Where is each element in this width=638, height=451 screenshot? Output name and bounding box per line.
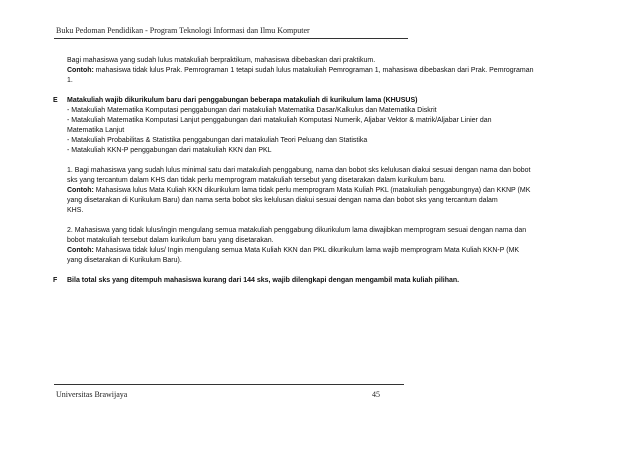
section-e-title: Matakuliah wajib dikurikulum baru dari penggabungan beberapa matakuliah di kurikulum lama (KHUSUS) <box>67 97 418 104</box>
section-e-item: - Matakuliah Matematika Komputasi penggabungan dari matakuliah Matematika Dasar/Kalkulus dan Matematika Diskrit <box>67 107 437 114</box>
section-e-item: - Matakuliah Probabilitas & Statistika penggabungan dari matakuliah Teori Peluang dan Statistika <box>67 137 368 144</box>
intro-example <box>67 66 593 76</box>
rule-2-example <box>67 246 593 256</box>
section-f-letter: F <box>53 277 58 284</box>
rule-1-example-line: KHS. <box>67 207 84 214</box>
document-body <box>53 56 593 286</box>
page-number: 45 <box>372 390 380 399</box>
section-f-heading <box>53 276 593 286</box>
rule-1-example-label: Contoh: <box>67 187 94 194</box>
rule-1-example-text: Mahasiswa lulus Mata Kuliah KKN dikurikulum lama tidak perlu memprogram Mata Kuliah PKL (matakuliah penggabungnya) dan KKNP (MK <box>93 187 531 194</box>
example-label: Contoh: <box>67 67 94 74</box>
rule-1-example-line: yang disetarakan di Kurikulum Baru) dan nama serta bobot sks kelulusan diakui sesuai dengan nama dan bobot sks yang tercantum dalam <box>67 197 498 204</box>
intro-example-cont: 1. <box>67 77 73 84</box>
header-divider <box>54 38 408 39</box>
section-e-heading <box>53 96 593 106</box>
section-e-letter: E <box>53 97 58 104</box>
rule-1-example <box>67 186 593 196</box>
rule-2-example-label: Contoh: <box>67 247 94 254</box>
footer-university: Universitas Brawijaya <box>56 390 128 399</box>
rule-1-line: sks yang tercantum dalam KHS dan tidak perlu memprogram matakuliah tersebut yang disetarakan dalam kurikulum baru. <box>67 177 446 184</box>
rule-2-line: 2. Mahasiswa yang tidak lulus/ingin mengulang semua matakuliah penggabung dikurikulum lama diwajibkan memprogram sesuai dengan nama dan <box>67 227 527 234</box>
rule-2-example-text: Mahasiswa tidak lulus/ Ingin mengulang semua Mata Kuliah KKN dan PKL dikurikulum lama wajib memprogram Mata Kuliah KKN-P (MK <box>93 247 520 254</box>
header-title: Buku Pedoman Pendidikan - Program Teknologi Informasi dan Ilmu Komputer <box>56 26 310 35</box>
rule-2-line: bobot matakuliah tersebut dalam kurikulum baru yang disetarakan. <box>67 237 274 244</box>
rule-1-line: 1. Bagi mahasiswa yang sudah lulus minimal satu dari matakuliah penggabung, nama dan bobot sks kelulusan diakui sesuai dengan nama dan bobot <box>67 167 531 174</box>
footer-divider <box>54 384 404 385</box>
example-text: mahasiswa tidak lulus Prak. Pemrograman 1 tetapi sudah lulus matakuliah Pemrograman 1, mahasiswa dibebaskan dari Prak. Pemrograman <box>93 67 534 74</box>
intro-line: Bagi mahasiswa yang sudah lulus matakuliah berpraktikum, mahasiswa dibebaskan dari praktikum. <box>67 57 376 64</box>
section-e-item: - Matakuliah KKN-P penggabungan dari matakuliah KKN dan PKL <box>67 147 272 154</box>
section-e-item: Matematika Lanjut <box>67 127 125 134</box>
rule-2-example-line: yang disetarakan di Kurikulum Baru). <box>67 257 182 264</box>
section-f-title: Bila total sks yang ditempuh mahasiswa kurang dari 144 sks, wajib dilengkapi dengan mengambil mata kuliah pilihan. <box>67 277 460 284</box>
section-e-item: - Matakuliah Matematika Komputasi Lanjut penggabungan dari matakuliah Komputasi Numerik, Aljabar Vektor & matrik/Aljabar Linier dan <box>67 117 492 124</box>
